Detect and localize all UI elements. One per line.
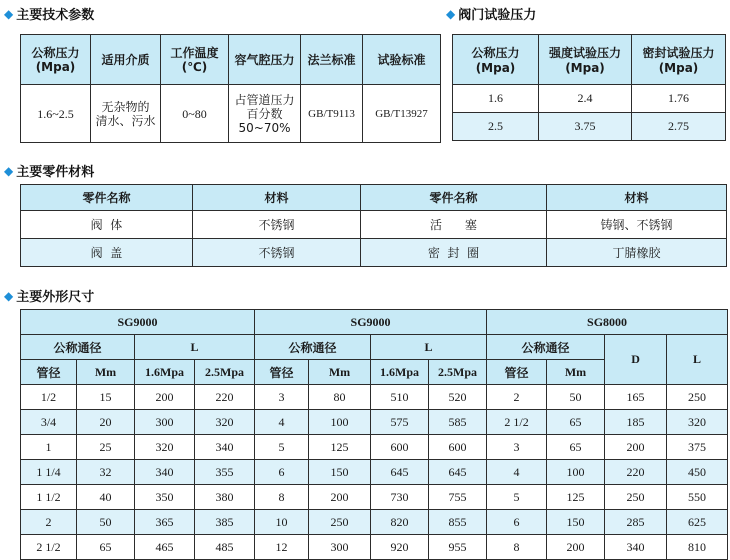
table-cell: 5 bbox=[487, 485, 547, 510]
table-cell: 220 bbox=[195, 385, 255, 410]
table-row bbox=[453, 113, 726, 141]
table-cell: 365 bbox=[135, 510, 195, 535]
table-cell: 20 bbox=[77, 410, 135, 435]
diamond-bullet-icon: ◆ bbox=[4, 288, 14, 303]
group-header-sg8000: SG8000 bbox=[487, 310, 728, 335]
header-mm: Mm bbox=[309, 360, 371, 385]
table-cell: 不锈钢 bbox=[193, 239, 361, 267]
table-cell: 12 bbox=[255, 535, 309, 560]
table-cell: 10 bbox=[255, 510, 309, 535]
header-cell: 适用介质 bbox=[91, 35, 161, 85]
table-row bbox=[21, 211, 727, 239]
table-cell: 6 bbox=[487, 510, 547, 535]
table-cell: 820 bbox=[371, 510, 429, 535]
table-cell: 50 bbox=[77, 510, 135, 535]
section-title: 阀门试验压力 bbox=[458, 8, 537, 23]
table-cell: 32 bbox=[77, 460, 135, 485]
header-cell: 法兰标准 bbox=[301, 35, 363, 85]
table-cell: 不锈钢 bbox=[193, 211, 361, 239]
table-cell: 25 bbox=[77, 435, 135, 460]
table-cell: 185 bbox=[605, 410, 667, 435]
table-cell: 40 bbox=[77, 485, 135, 510]
table-cell: 丁腈橡胶 bbox=[547, 239, 727, 267]
dimensions-body bbox=[21, 385, 728, 560]
diamond-bullet-icon: ◆ bbox=[4, 163, 14, 178]
header-pipe: 管径 bbox=[21, 360, 77, 385]
table-cell: 80 bbox=[309, 385, 371, 410]
table-cell: 350 bbox=[135, 485, 195, 510]
table-cell: 100 bbox=[547, 460, 605, 485]
table-cell: 250 bbox=[667, 385, 728, 410]
header-pipe: 管径 bbox=[255, 360, 309, 385]
table-cell: 150 bbox=[309, 460, 371, 485]
table-cell: 3.75 bbox=[539, 113, 632, 141]
table-cell: 5 bbox=[255, 435, 309, 460]
section-title: 主要技术参数 bbox=[16, 8, 95, 23]
header-pipe: 管径 bbox=[487, 360, 547, 385]
table-cell: 600 bbox=[429, 435, 487, 460]
table-cell: 250 bbox=[605, 485, 667, 510]
header-cell: 公称压力 (Mpa) bbox=[21, 35, 91, 85]
table-cell: 8 bbox=[487, 535, 547, 560]
table-cell: 165 bbox=[605, 385, 667, 410]
table-cell: 510 bbox=[371, 385, 429, 410]
header-1-6mpa: 1.6Mpa bbox=[135, 360, 195, 385]
table-cell: 200 bbox=[547, 535, 605, 560]
table-cell: 450 bbox=[667, 460, 728, 485]
table-cell: 125 bbox=[547, 485, 605, 510]
table-cell: 855 bbox=[429, 510, 487, 535]
table-cell: 550 bbox=[667, 485, 728, 510]
header-length: L bbox=[667, 335, 728, 385]
table-cell: 65 bbox=[547, 410, 605, 435]
table-cell: 285 bbox=[605, 510, 667, 535]
group-header-row bbox=[21, 310, 728, 335]
section-parts-material bbox=[4, 161, 94, 180]
table-row bbox=[21, 510, 728, 535]
table-row bbox=[21, 460, 728, 485]
table-cell: 2.75 bbox=[632, 113, 726, 141]
table-cell: 50 bbox=[547, 385, 605, 410]
header-cell: 零件名称 bbox=[21, 185, 193, 211]
table-cell: 阀 盖 bbox=[21, 239, 193, 267]
header-2-5mpa: 2.5Mpa bbox=[429, 360, 487, 385]
header-cell: 零件名称 bbox=[361, 185, 547, 211]
table-cell: 645 bbox=[429, 460, 487, 485]
header-nominal-diameter: 公称通径 bbox=[487, 335, 605, 360]
table-row bbox=[21, 435, 728, 460]
table-cell: 活 塞 bbox=[361, 211, 547, 239]
table-cell: 150 bbox=[547, 510, 605, 535]
header-cell: 试验标准 bbox=[363, 35, 441, 85]
table-cell: 920 bbox=[371, 535, 429, 560]
table-cell: 8 bbox=[255, 485, 309, 510]
table-cell: 320 bbox=[667, 410, 728, 435]
table-cell: GB/T13927 bbox=[363, 85, 441, 143]
table-cell: GB/T9113 bbox=[301, 85, 363, 143]
table-cell: 1.76 bbox=[632, 85, 726, 113]
table-cell: 1.6~2.5 bbox=[21, 85, 91, 143]
table-header-row bbox=[453, 35, 726, 85]
table-cell: 810 bbox=[667, 535, 728, 560]
table-cell: 320 bbox=[195, 410, 255, 435]
tech-params-table bbox=[20, 34, 441, 143]
header-mm: Mm bbox=[547, 360, 605, 385]
table-cell: 200 bbox=[309, 485, 371, 510]
diamond-bullet-icon: ◆ bbox=[4, 6, 14, 21]
header-cell: 容气腔压力 bbox=[229, 35, 301, 85]
table-cell: 2.5 bbox=[453, 113, 539, 141]
table-header-row bbox=[21, 35, 441, 85]
table-cell: 320 bbox=[135, 435, 195, 460]
table-cell: 585 bbox=[429, 410, 487, 435]
table-row bbox=[21, 385, 728, 410]
table-cell: 2 1/2 bbox=[21, 535, 77, 560]
sub-header-row bbox=[21, 335, 728, 360]
table-cell: 0~80 bbox=[161, 85, 229, 143]
table-cell: 3/4 bbox=[21, 410, 77, 435]
table-cell: 4 bbox=[487, 460, 547, 485]
table-cell: 1/2 bbox=[21, 385, 77, 410]
table-cell: 铸钢、不锈钢 bbox=[547, 211, 727, 239]
header-nominal-diameter: 公称通径 bbox=[255, 335, 371, 360]
table-cell: 1 1/2 bbox=[21, 485, 77, 510]
table-cell: 1.6 bbox=[453, 85, 539, 113]
table-cell: 3 bbox=[255, 385, 309, 410]
table-cell: 200 bbox=[135, 385, 195, 410]
table-row bbox=[21, 239, 727, 267]
table-cell: 645 bbox=[371, 460, 429, 485]
section-tech-params bbox=[4, 4, 94, 23]
header-1-6mpa: 1.6Mpa bbox=[371, 360, 429, 385]
table-cell: 385 bbox=[195, 510, 255, 535]
table-cell: 520 bbox=[429, 385, 487, 410]
header-2-5mpa: 2.5Mpa bbox=[195, 360, 255, 385]
table-row bbox=[21, 485, 728, 510]
table-cell: 575 bbox=[371, 410, 429, 435]
table-cell: 380 bbox=[195, 485, 255, 510]
header-cell: 强度试验压力 (Mpa) bbox=[539, 35, 632, 85]
table-cell: 300 bbox=[135, 410, 195, 435]
table-cell: 1 bbox=[21, 435, 77, 460]
table-cell: 955 bbox=[429, 535, 487, 560]
table-cell: 730 bbox=[371, 485, 429, 510]
section-title: 主要外形尺寸 bbox=[16, 290, 95, 305]
header-cell: 材料 bbox=[193, 185, 361, 211]
table-cell: 125 bbox=[309, 435, 371, 460]
header-diameter: D bbox=[605, 335, 667, 385]
header-cell: 公称压力 (Mpa) bbox=[453, 35, 539, 85]
table-cell: 465 bbox=[135, 535, 195, 560]
table-cell: 65 bbox=[547, 435, 605, 460]
table-cell: 200 bbox=[605, 435, 667, 460]
table-row bbox=[21, 85, 441, 143]
table-cell: 65 bbox=[77, 535, 135, 560]
table-cell: 250 bbox=[309, 510, 371, 535]
parts-material-table bbox=[20, 184, 727, 267]
header-cell: 材料 bbox=[547, 185, 727, 211]
group-header-sg9000-a: SG9000 bbox=[21, 310, 255, 335]
table-cell: 占管道压力 百分数 50~70% bbox=[229, 85, 301, 143]
header-length: L bbox=[371, 335, 487, 360]
table-cell: 375 bbox=[667, 435, 728, 460]
table-cell: 600 bbox=[371, 435, 429, 460]
header-nominal-diameter: 公称通径 bbox=[21, 335, 135, 360]
table-row bbox=[21, 410, 728, 435]
dimensions-table bbox=[20, 309, 728, 560]
table-row bbox=[453, 85, 726, 113]
table-cell: 4 bbox=[255, 410, 309, 435]
table-cell: 220 bbox=[605, 460, 667, 485]
table-cell: 6 bbox=[255, 460, 309, 485]
table-cell: 355 bbox=[195, 460, 255, 485]
header-cell: 密封试验压力 (Mpa) bbox=[632, 35, 726, 85]
table-cell: 阀 体 bbox=[21, 211, 193, 239]
valve-pressure-table bbox=[452, 34, 726, 141]
table-cell: 340 bbox=[605, 535, 667, 560]
table-cell: 755 bbox=[429, 485, 487, 510]
diamond-bullet-icon: ◆ bbox=[446, 6, 456, 21]
table-cell: 2 bbox=[487, 385, 547, 410]
group-header-sg9000-b: SG9000 bbox=[255, 310, 487, 335]
table-cell: 300 bbox=[309, 535, 371, 560]
section-title: 主要零件材料 bbox=[16, 165, 95, 180]
table-cell: 100 bbox=[309, 410, 371, 435]
table-header-row bbox=[21, 185, 727, 211]
table-cell: 340 bbox=[195, 435, 255, 460]
table-cell: 2 bbox=[21, 510, 77, 535]
table-cell: 485 bbox=[195, 535, 255, 560]
header-length: L bbox=[135, 335, 255, 360]
table-cell: 3 bbox=[487, 435, 547, 460]
table-cell: 2.4 bbox=[539, 85, 632, 113]
table-cell: 15 bbox=[77, 385, 135, 410]
table-cell: 密 封 圈 bbox=[361, 239, 547, 267]
header-cell: 工作温度 (℃) bbox=[161, 35, 229, 85]
header-mm: Mm bbox=[77, 360, 135, 385]
section-valve-pressure bbox=[446, 4, 536, 23]
table-cell: 2 1/2 bbox=[487, 410, 547, 435]
table-cell: 1 1/4 bbox=[21, 460, 77, 485]
table-cell: 340 bbox=[135, 460, 195, 485]
table-cell: 无杂物的 清水、污水 bbox=[91, 85, 161, 143]
section-dimensions bbox=[4, 286, 94, 305]
table-cell: 625 bbox=[667, 510, 728, 535]
